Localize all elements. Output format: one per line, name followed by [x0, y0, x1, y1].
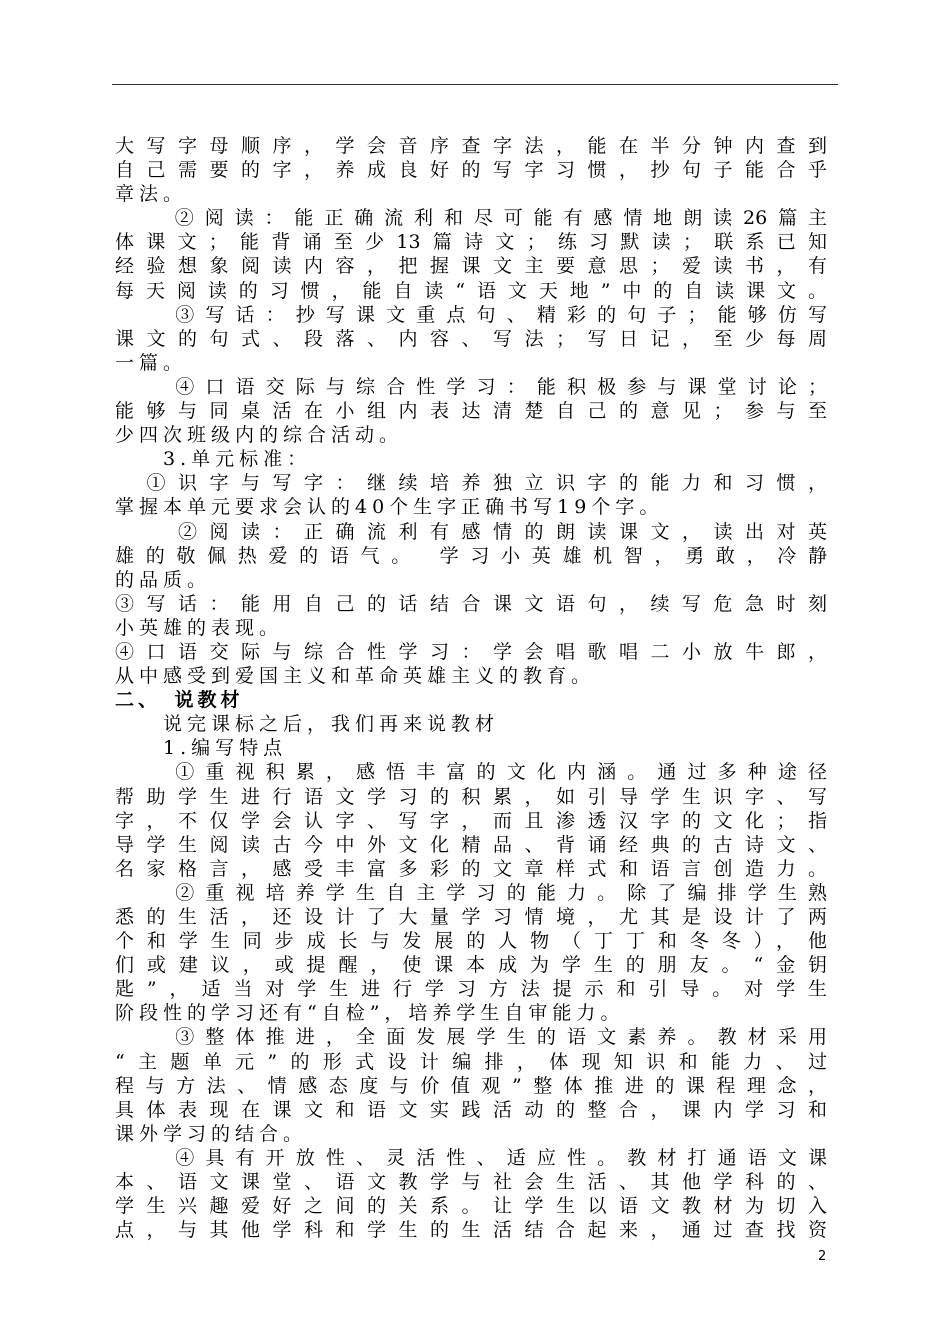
text-line: ③写话：能用自己的话结合课文语句，续写危急时刻 — [115, 592, 827, 615]
text-line: 大写字母顺序，学会音序查字法，能在半分钟内查到 — [115, 135, 827, 157]
text-line: 自己需要的字，养成良好的写字习惯，抄句子能合乎 — [115, 159, 827, 182]
text-line: 们或建议，或提醒，使课本成为学生的朋友。“金钥 — [115, 954, 827, 977]
text-line: ②阅读：能正确流利和尽可能有感情地朗读26篇主 — [115, 207, 827, 230]
text-line: 具体表现在课文和语文实践活动的整合，课内学习和 — [115, 1098, 827, 1121]
text-line: 小英雄的表现。 — [115, 616, 284, 639]
text-line: 个和学生同步成长与发展的人物（丁丁和冬冬），他 — [115, 930, 827, 953]
text-line: 课外学习的结合。 — [115, 1122, 308, 1145]
text-line: ②阅读：正确流利有感情的朗读课文，读出对英 — [115, 520, 827, 543]
document-body — [115, 134, 827, 1242]
text-line: ③整体推进，全面发展学生的语文素养。教材采用 — [115, 1026, 827, 1049]
text-line: 阶段性的学习还有“自检”，培养学生自审能力。 — [115, 1002, 625, 1025]
text-line: “主题单元”的形式设计编排，体现知识和能力、过 — [115, 1050, 827, 1073]
text-line: 从中感受到爱国主义和革命英雄主义的教育。 — [115, 665, 596, 688]
text-line: 每天阅读的习惯，能自读“语文天地”中的自读课文。 — [115, 279, 827, 302]
text-line: 导学生阅读古今中外文化精品、背诵经典的古诗文、 — [115, 833, 827, 856]
text-line: 章法。 — [115, 183, 188, 206]
text-line: 点，与其他学科和学生的生活结合起来，通过查找资 — [115, 1219, 827, 1242]
text-line: 1.编写特点 — [115, 737, 288, 760]
text-line: ③写话：抄写课文重点句、精彩的句子；能够仿写 — [115, 303, 827, 326]
section-heading: 二、 说教材 — [115, 689, 244, 712]
text-line: 能够与同桌活在小组内表达清楚自己的意见；参与至 — [115, 400, 827, 423]
text-line: 的品质。 — [115, 568, 212, 591]
text-line: 掌握本单元要求会认的40个生字正确书写19个字。 — [115, 496, 664, 519]
text-line: 字，不仅学会认字、写字，而且渗透汉字的文化；指 — [115, 809, 827, 832]
page-number: 2 — [818, 1249, 827, 1264]
text-line: 程与方法、情感态度与价值观”整体推进的课程理念， — [115, 1074, 827, 1097]
text-line: ①识字与写字：继续培养独立识字的能力和习惯， — [115, 472, 827, 495]
text-line: ④口语交际与综合性学习：能积极参与课堂讨论； — [115, 375, 827, 398]
text-line: 经验想象阅读内容，把握课文主要意思；爱读书，有 — [115, 255, 827, 278]
text-line: 帮助学生进行语文学习的积累，如引导学生识字、写 — [115, 785, 827, 808]
text-line: ④具有开放性、灵活性、适应性。教材打通语文课 — [115, 1146, 827, 1169]
header-rule — [112, 84, 838, 85]
text-line: 名家格言，感受丰富多彩的文章样式和语言创造力。 — [115, 857, 827, 880]
text-line: ④口语交际与综合性学习：学会唱歌唱二小放牛郎， — [115, 640, 827, 663]
text-line: 3.单元标准： — [115, 448, 312, 471]
text-line: 雄的敬佩热爱的语气。 学习小英雄机智，勇敢，冷静 — [115, 544, 827, 567]
text-line: 体课文；能背诵至少13篇诗文；练习默读；联系已知 — [115, 231, 827, 254]
text-line: 少四次班级内的综合活动。 — [115, 424, 404, 447]
text-line: 一篇。 — [115, 351, 188, 374]
text-line: 悉的生活，还设计了大量学习情境，尤其是设计了两 — [115, 906, 827, 928]
text-line: 说完课标之后，我们再来说教材 — [115, 713, 500, 736]
text-line: 课文的句式、段落、内容、写法；写日记，至少每周 — [115, 327, 827, 350]
text-line: ②重视培养学生自主学习的能力。除了编排学生熟 — [115, 881, 827, 904]
text-line: 本、语文课堂、语文教学与社会生活、其他学科的、 — [115, 1171, 827, 1194]
text-line: 学生兴趣爱好之间的关系。让学生以语文教材为切入 — [115, 1195, 827, 1218]
text-line: 匙”，适当对学生进行学习方法提示和引导。对学生 — [115, 978, 827, 1001]
text-line: ①重视积累，感悟丰富的文化内涵。通过多种途径 — [115, 761, 827, 784]
